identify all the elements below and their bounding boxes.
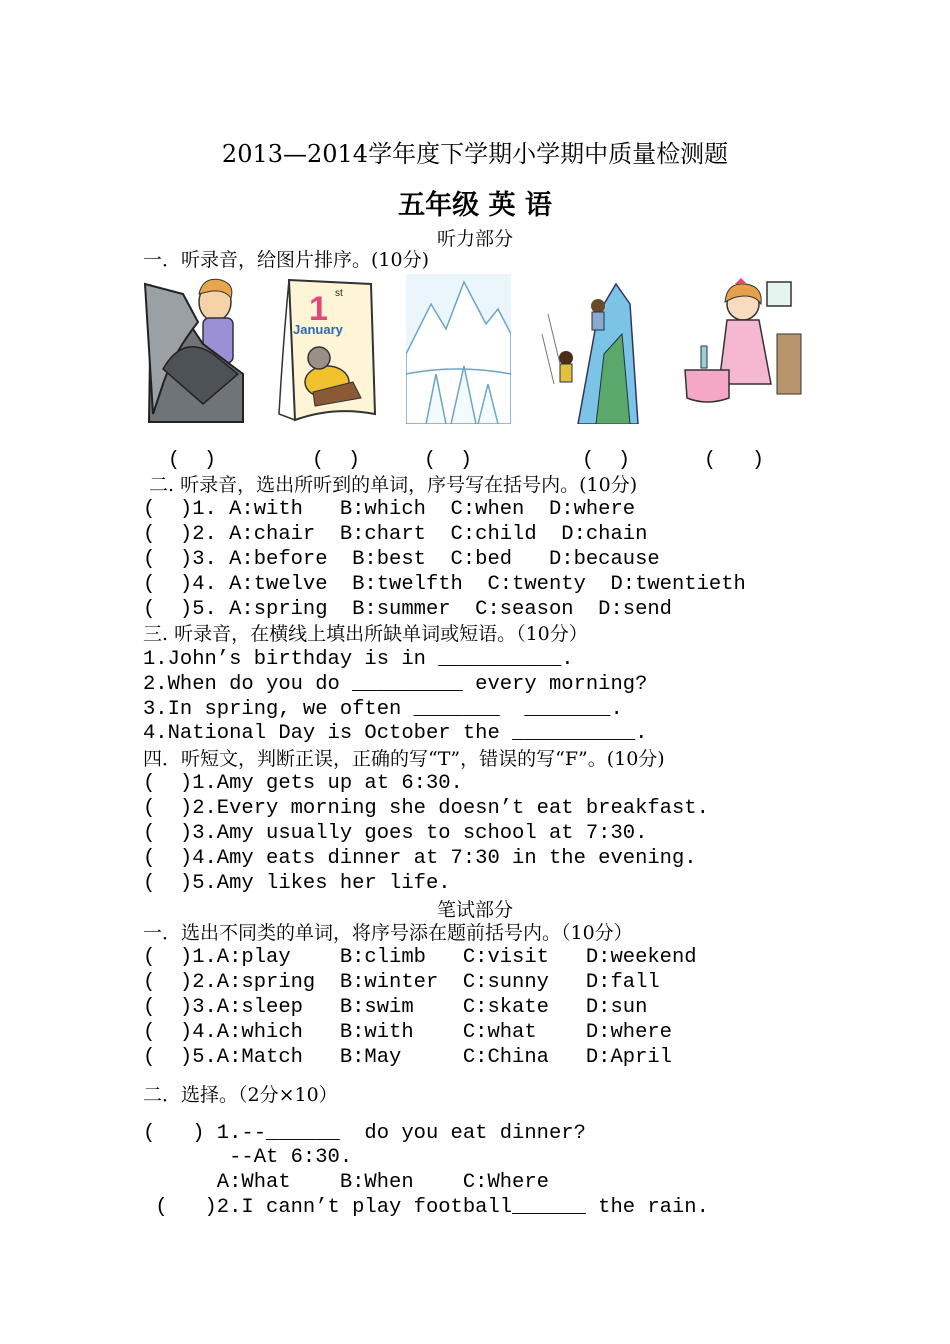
writing-section-1-heading: 一．选出不同类的单词，将序号添在题前括号内。（10分） [143,922,633,944]
boy-piano-picture [143,274,248,424]
calendar-month: January [293,322,343,337]
listening-section-1-heading: 一．听录音，给图片排序。(10分) [143,249,430,271]
calendar-day: 1 [309,290,328,328]
question-line: ( )3.Amy usually goes to school at 7:30. [143,822,648,845]
picture-answer-blank-4[interactable]: ( ) [582,449,631,472]
question-line: 2.When do you do _________ every morning? [143,673,648,696]
calendar-day-suffix: st [335,288,343,299]
question-line: ( )2. A:chair B:chart C:child D:chain [143,523,648,546]
picture-answer-blank-1[interactable]: ( ) [168,449,217,472]
question-line: ( )2.A:spring B:winter C:sunny D:fall [143,971,660,994]
question-line: ( )3. A:before B:best C:bed D:because [143,548,660,571]
question-line: ( )2.I cann’t play football______ the rain. [143,1196,709,1219]
exam-title: 2013—2014学年度下学期小学期中质量检测题 [221,140,729,168]
picture-row [143,274,803,424]
listening-part-heading: 听力部分 [436,228,513,250]
question-line: ( )4. A:twelve B:twelfth C:twenty D:twentieth [143,573,746,596]
question-line: ( )5. A:spring B:summer C:season D:send [143,598,672,621]
question-line: ( )1. A:with B:which C:when D:where [143,498,636,521]
question-line: ( )1.Amy gets up at 6:30. [143,772,463,795]
climbing-picture [538,274,643,424]
question-line: ( ) 1.--______ do you eat dinner? [143,1122,586,1145]
question-line: ( )2.Every morning she doesn’t eat breakfast. [143,797,709,820]
listening-section-4-heading: 四．听短文，判断正误，正确的写“T”，错误的写“F”。(10分) [143,748,665,770]
question-line: ( )3.A:sleep B:swim C:skate D:sun [143,996,648,1019]
picture-answer-blank-2[interactable]: ( ) [312,449,361,472]
question-line: ( )1.A:play B:climb C:visit D:weekend [143,946,697,969]
listening-section-3-heading: 三. 听录音，在横线上填出所缺单词或短语。（10分） [143,623,588,645]
picture-answer-blank-5[interactable]: ( ) [704,449,765,472]
question-line: ( )4.A:which B:with C:what D:where [143,1021,672,1044]
question-line: 1.John’s birthday is in __________. [143,648,574,671]
exam-subtitle: 五年级 英 语 [398,190,552,221]
question-line: 3.In spring, we often _______ _______. [143,698,623,721]
question-line: ( )5.A:Match B:May C:China D:April [143,1046,672,1069]
question-line: ( )4.Amy eats dinner at 7:30 in the evening. [143,847,697,870]
question-options: A:What B:When C:Where [143,1171,549,1194]
snowy-mountains-picture [406,274,511,424]
writing-part-heading: 笔试部分 [436,899,513,921]
question-line: --At 6:30. [143,1146,353,1169]
listening-section-2-heading: 二. 听录音，选出所听到的单词，序号写在括号内。(10分) [143,474,638,496]
girl-washing-picture [683,274,803,424]
question-line: 4.National Day is October the __________. [143,722,648,745]
question-line: ( )5.Amy likes her life. [143,872,451,895]
picture-answer-blank-3[interactable]: ( ) [424,449,473,472]
writing-section-2-heading: 二．选择。（2分×10） [143,1084,338,1106]
calendar-picture [273,274,378,424]
